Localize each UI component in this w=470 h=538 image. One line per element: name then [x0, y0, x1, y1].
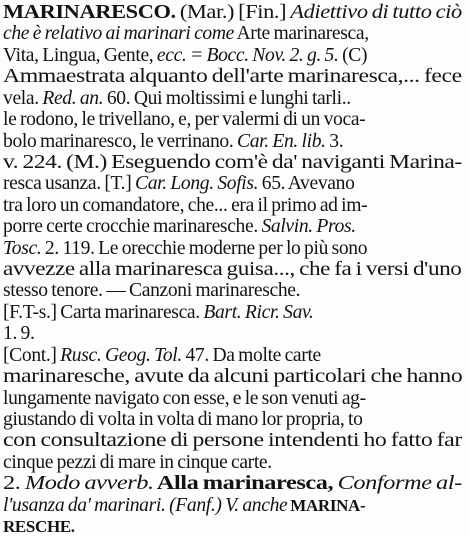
entry-line: [3, 430, 462, 452]
entry-line: [3, 366, 462, 388]
entry-line: [3, 495, 365, 517]
entry-text: Modo avverb.: [24, 473, 154, 495]
entry-text: (Mar.) [Fin.]: [175, 2, 291, 23]
entry-text: 47. Da molte carte: [181, 344, 321, 366]
entry-text: Car. Long. Sofis.: [134, 173, 259, 195]
entry-text: avvezze alla marinaresca guisa..., che fa i versi d'uno: [3, 259, 462, 281]
entry-line: [3, 88, 351, 110]
entry-text: (Fanf.): [165, 494, 226, 516]
entry-text: Car. En. lib.: [236, 130, 326, 152]
entry-text: stesso tenore. — Canzoni marinaresche.: [3, 280, 301, 302]
entry-text: 3.: [325, 130, 344, 152]
entry-text: 65. Avevano: [258, 173, 355, 195]
entry-text: 60. Qui moltissimi e lunghi tarli..: [103, 87, 351, 109]
entry-text: [F.T-s.] Carta marinaresca.: [3, 301, 204, 323]
entry-text: 2.: [3, 473, 25, 495]
entry-text: Bart. Ricr. Sav.: [203, 301, 314, 323]
entry-text: marinaresche, avute da alcuni particolari che hanno: [3, 366, 463, 388]
entry-line: [3, 195, 367, 217]
entry-text: Arte marinaresca,: [234, 23, 369, 45]
entry-text: (C): [338, 44, 368, 66]
entry-text: Vita, Lingua, Gente,: [3, 44, 157, 66]
entry-text: Eseguendo com'è da' naviganti Marina-: [106, 151, 462, 173]
entry-text: RESCHE.: [3, 517, 75, 537]
entry-line: [3, 259, 461, 281]
entry-line: [3, 323, 35, 345]
entry-line: [3, 66, 462, 88]
entry-text: Rusc. Geog. Tol.: [60, 344, 182, 366]
entry-line: [3, 409, 363, 431]
entry-text: cinque pezzi di mare in cinque carte.: [3, 451, 272, 473]
entry-text: le rodono, le trivellano, e, per valermi di un voca-: [3, 109, 366, 131]
entry-line: [3, 280, 300, 302]
entry-line: [3, 152, 462, 174]
entry-line: [3, 516, 75, 538]
entry-line: [3, 302, 313, 324]
entry-text: MARINARESCO.: [3, 2, 176, 23]
entry-text: Salvin. Pros.: [261, 216, 356, 238]
entry-text: Alla marinaresca,: [153, 473, 338, 495]
entry-text: ecc. = Bocc. Nov. 2. g. 5.: [156, 44, 339, 66]
entry-line: [3, 452, 272, 474]
entry-text: V. anche: [225, 494, 288, 516]
entry-line: [3, 345, 321, 367]
entry-line: [3, 2, 462, 24]
entry-text: che è relativo ai marinari come: [3, 23, 235, 45]
entry-text: con consultazione di persone intendenti ho fatto far: [3, 430, 462, 452]
entry-text: Conforme al-: [337, 473, 462, 495]
entry-line: [3, 131, 343, 153]
entry-text: Tosc.: [3, 237, 42, 259]
entry-text: MARINA-: [287, 495, 366, 515]
entry-line: [3, 173, 355, 195]
entry-text: bolo marinaresco, le verrinano.: [3, 130, 237, 152]
entry-text: Adiettivo di tutto ciò: [290, 2, 462, 23]
entry-text: l'usanza da' marinari.: [3, 494, 166, 516]
entry-text: Ammaestrata alquanto dell'arte marinaresca,... fece: [3, 66, 462, 88]
entry-text: giustando di volta in volta di mano lor propria, to: [3, 408, 363, 430]
entry-line: [3, 388, 366, 410]
entry-text: resca usanza. [T.]: [3, 173, 135, 195]
entry-text: vela.: [3, 87, 43, 109]
entry-text: [Cont.]: [3, 344, 61, 366]
entry-line: [3, 216, 356, 238]
entry-text: Red. an.: [42, 87, 104, 109]
entry-line: [3, 238, 367, 260]
entry-line: [3, 473, 462, 495]
entry-line: [3, 23, 369, 45]
entry-text: tra loro un comandatore, che... era il primo ad im-: [3, 194, 368, 216]
entry-text: lungamente navigato con esse, e le son venuti ag-: [3, 387, 366, 409]
entry-text: v. 224. (M.): [3, 151, 107, 173]
entry-line: [3, 109, 365, 131]
entry-text: 2. 119. Le orecchie moderne per lo più sono: [41, 237, 368, 259]
entry-line: [3, 45, 367, 67]
entry-text: 1. 9.: [3, 323, 35, 345]
entry-text: porre certe crocchie marinaresche.: [3, 216, 262, 238]
